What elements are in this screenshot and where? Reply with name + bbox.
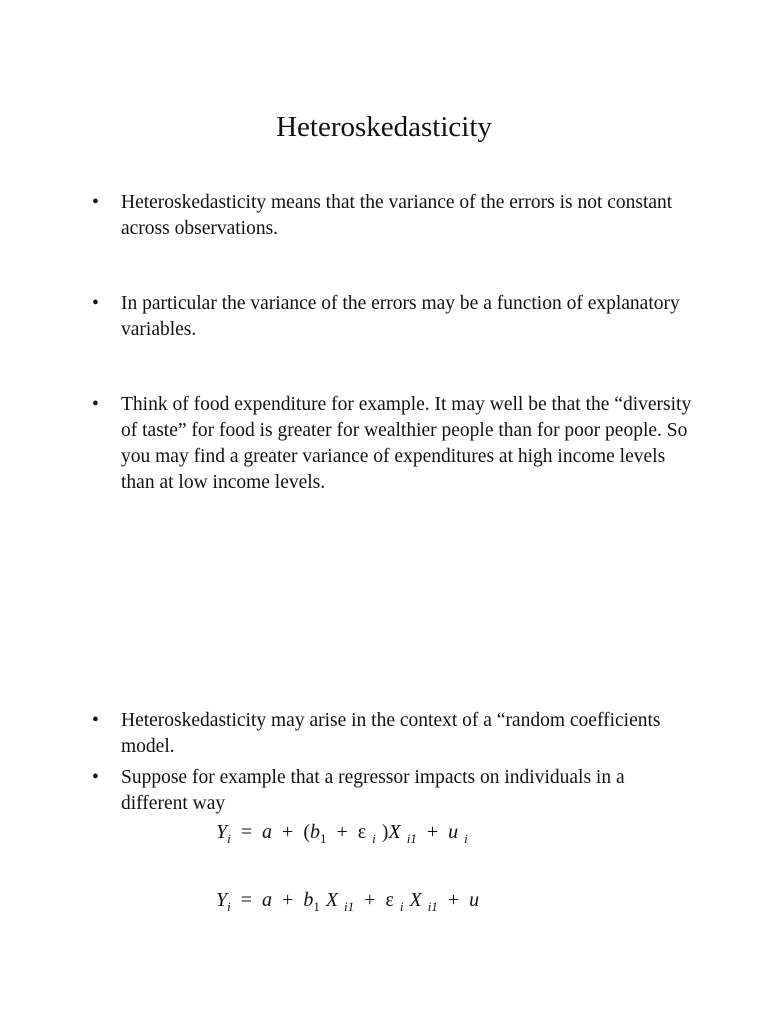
eq-symbol: ) xyxy=(381,821,389,843)
bullet-text: In particular the variance of the errors may be a function of explanatory variables. xyxy=(121,293,680,340)
eq-symbol: u xyxy=(448,821,459,843)
equation-expanded xyxy=(216,887,479,913)
eq-symbol: = xyxy=(240,889,253,911)
bullet-text: Suppose for example that a regressor impacts on individuals in a different way xyxy=(121,767,625,814)
page-title: Heteroskedasticity xyxy=(276,111,492,143)
eq-symbol: ε xyxy=(385,889,394,911)
eq-symbol: + xyxy=(447,889,460,911)
bullet-symbol: • xyxy=(92,192,99,213)
eq-subscript: i xyxy=(227,899,231,914)
eq-subscript: i xyxy=(464,831,468,846)
eq-symbol: = xyxy=(240,821,253,843)
eq-symbol: + xyxy=(426,821,439,843)
bullet-item xyxy=(92,392,692,496)
bullet-symbol: • xyxy=(92,767,99,788)
eq-subscript: i xyxy=(372,831,376,846)
bullet-symbol: • xyxy=(92,394,99,415)
eq-symbol: Y xyxy=(216,889,228,911)
eq-symbol: Y xyxy=(216,821,228,843)
bullet-item xyxy=(92,708,692,760)
bullet-text: Think of food expenditure for example. It may well be that the “diversity of taste” for food is greater for wealthier people than for poor people. So you may find a greater variance of expenditures at high income levels than at low income levels. xyxy=(121,394,692,493)
bullet-item xyxy=(92,765,692,817)
bullet-text: Heteroskedasticity may arise in the context of a “random coefficients model. xyxy=(121,710,661,757)
equation-random-coefficients xyxy=(216,819,468,845)
eq-symbol: X xyxy=(409,889,422,911)
eq-symbol: + xyxy=(282,889,294,911)
eq-symbol: + xyxy=(336,821,348,843)
eq-symbol: X xyxy=(325,889,339,911)
bullet-item xyxy=(92,291,692,343)
eq-subscript: 1 xyxy=(313,899,320,914)
eq-symbol: ε xyxy=(357,821,367,843)
eq-symbol: a xyxy=(262,821,273,843)
eq-subscript: i1 xyxy=(427,899,438,914)
eq-symbol: + xyxy=(364,889,376,911)
eq-subscript: i xyxy=(227,831,231,846)
bullet-text: Heteroskedasticity means that the variance of the errors is not constant across observations. xyxy=(121,192,673,239)
eq-symbol: u xyxy=(469,889,480,911)
eq-symbol: a xyxy=(262,889,273,911)
eq-subscript: i xyxy=(399,899,404,914)
eq-subscript: i1 xyxy=(406,831,417,846)
eq-symbol: + xyxy=(282,821,294,843)
eq-subscript: 1 xyxy=(319,831,327,846)
bullet-item xyxy=(92,190,692,242)
eq-subscript: i1 xyxy=(344,899,355,914)
eq-symbol: b xyxy=(303,889,314,911)
eq-symbol: ( xyxy=(303,821,310,843)
bullet-symbol: • xyxy=(92,710,99,731)
eq-symbol: b xyxy=(309,821,320,843)
eq-symbol: X xyxy=(388,821,401,843)
bullet-symbol: • xyxy=(92,293,99,314)
